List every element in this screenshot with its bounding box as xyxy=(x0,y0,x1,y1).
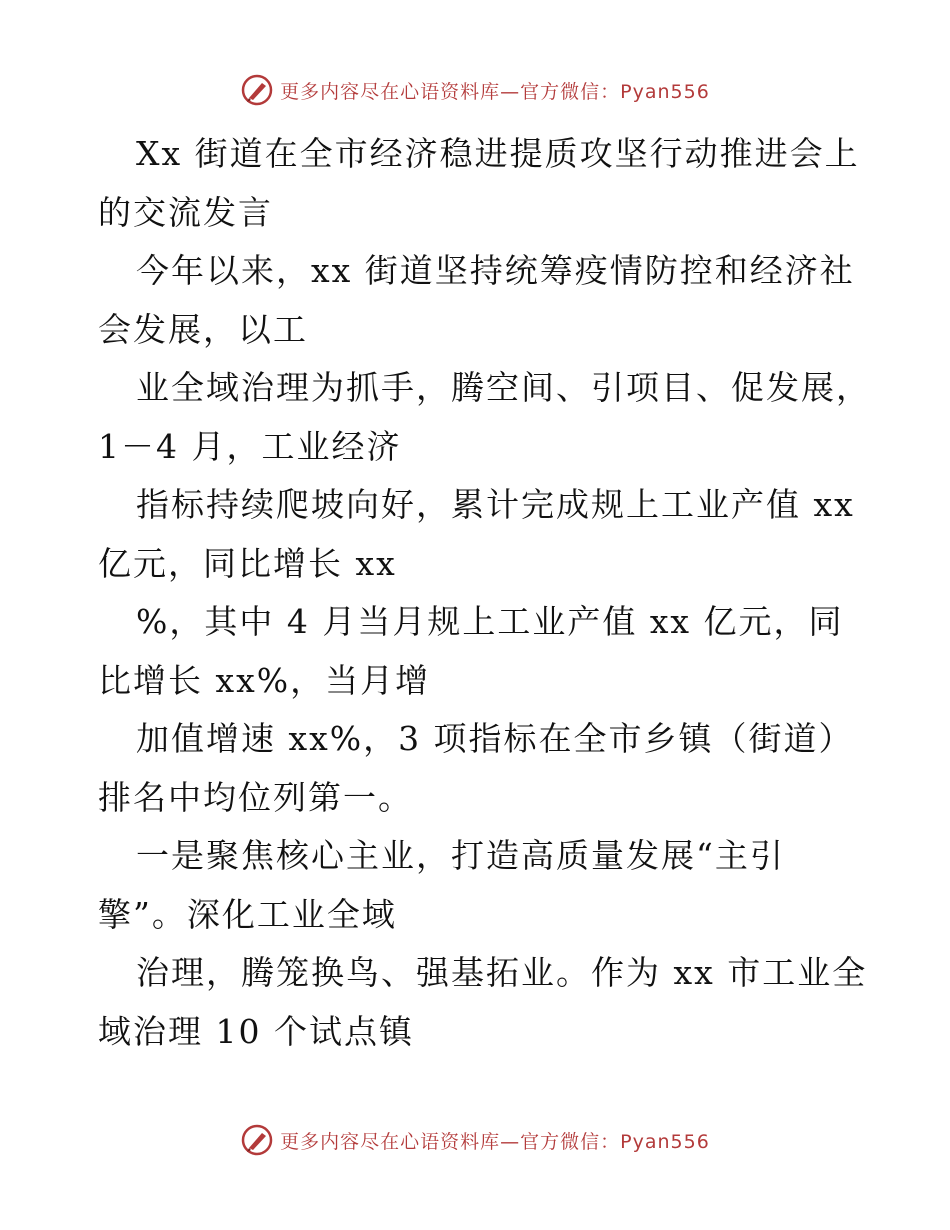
quill-logo-icon xyxy=(240,1123,274,1157)
paragraph-line: 今年以来，xx 街道坚持统筹疫情防控和经济社 xyxy=(136,251,855,290)
paragraph-line: 亿元，同比增长 xx xyxy=(98,543,397,583)
paragraph-line: 指标持续爬坡向好，累计完成规上工业产值 xx xyxy=(136,485,855,524)
header-banner-text: 更多内容尽在心语资料库—官方微信：Pyan556 xyxy=(280,80,710,103)
header-watermark-banner xyxy=(0,70,950,110)
paragraph-line: 比增长 xx%，当月增 xyxy=(98,660,431,700)
paragraph-line: 加值增速 xx%，3 项指标在全市乡镇（街道） xyxy=(136,719,854,758)
paragraph-line: 会发展，以工 xyxy=(98,309,308,349)
paragraph-line: 1－4 月，工业经济 xyxy=(98,426,402,466)
paragraph-line: 擎”。深化工业全域 xyxy=(98,894,397,934)
paragraph-line: 治理，腾笼换鸟、强基拓业。作为 xx 市工业全 xyxy=(136,953,868,992)
quill-logo-icon xyxy=(240,73,274,107)
footer-watermark-banner xyxy=(0,1120,950,1160)
paragraph-line: 业全域治理为抓手，腾空间、引项目、促发展， xyxy=(136,368,871,407)
title-line-1: Xx 街道在全市经济稳进提质攻坚行动推进会上 xyxy=(136,134,860,173)
title-line-2: 的交流发言 xyxy=(98,192,273,232)
paragraph-line: 域治理 10 个试点镇 xyxy=(98,1011,414,1051)
paragraph-line: 排名中均位列第一。 xyxy=(98,777,413,817)
footer-banner-text: 更多内容尽在心语资料库—官方微信：Pyan556 xyxy=(280,1130,710,1153)
document-body xyxy=(98,125,871,1061)
paragraph-line: 一是聚焦核心主业，打造高质量发展“主引 xyxy=(136,836,785,875)
paragraph-line: %，其中 4 月当月规上工业产值 xx 亿元，同 xyxy=(136,602,844,641)
